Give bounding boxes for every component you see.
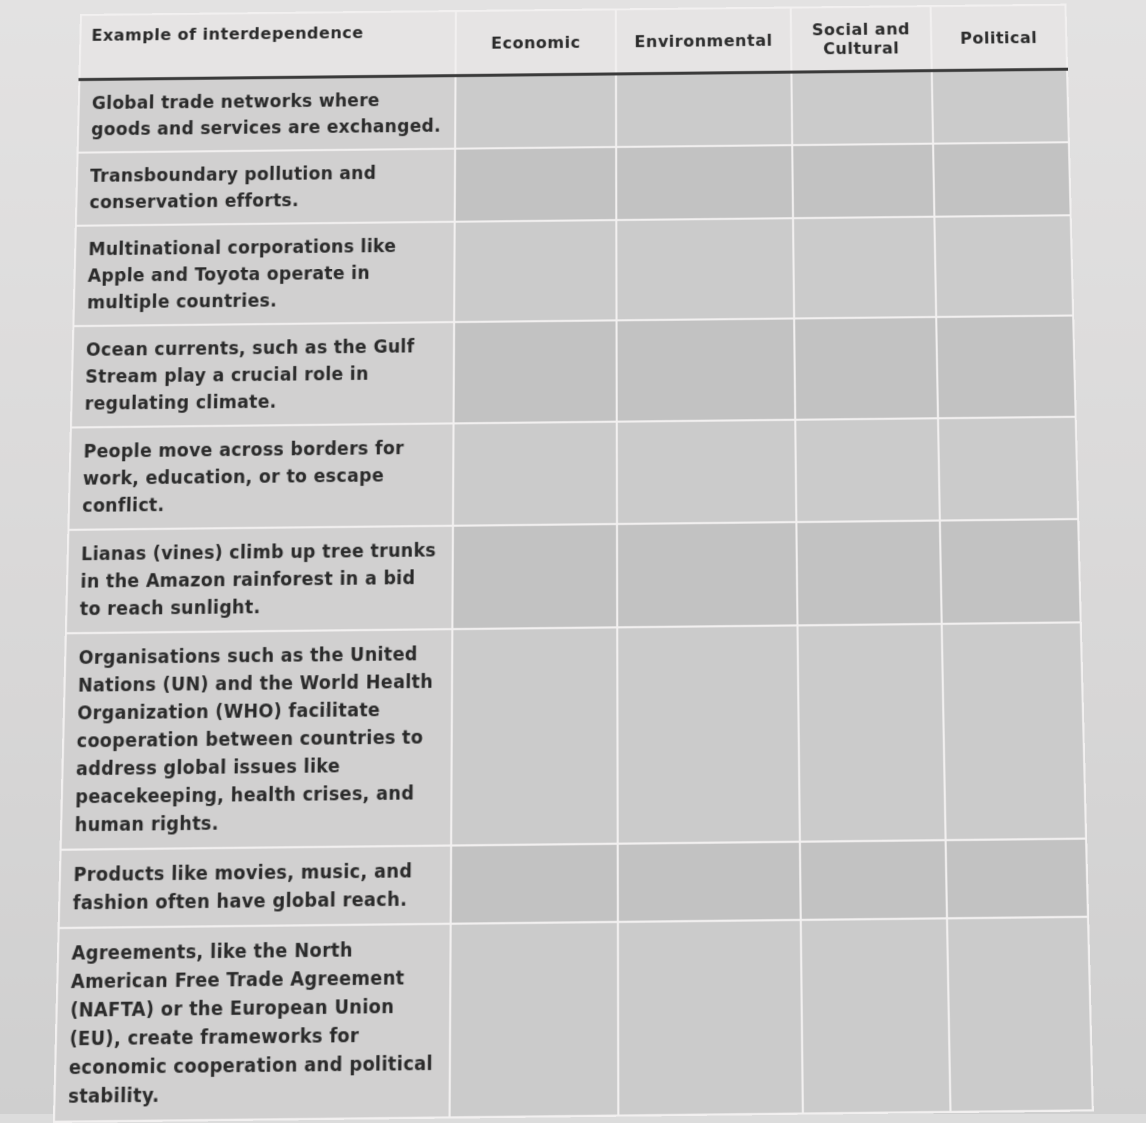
economic-cell[interactable] [452,524,617,629]
table-row [73,215,1073,326]
table-row [59,839,1088,928]
table-header-row [79,5,1067,80]
social-cultural-cell[interactable] [794,317,938,420]
economic-cell[interactable] [453,422,617,526]
environmental-cell[interactable] [617,522,798,627]
table-row [71,316,1076,428]
social-cultural-cell[interactable] [796,521,941,626]
header-political: Political [931,5,1067,71]
social-cultural-cell[interactable] [791,71,933,146]
header-example: Example of interdependence [79,11,456,79]
environmental-cell[interactable] [616,218,794,320]
interdependence-table [53,4,1094,1123]
political-cell[interactable] [932,69,1069,143]
economic-cell[interactable] [455,147,617,222]
political-cell[interactable] [934,215,1073,317]
example-cell: Multinational corporations like Apple and Toyota operate in multiple countries. [73,222,454,326]
economic-cell[interactable] [450,922,619,1118]
political-cell[interactable] [946,839,1088,919]
example-cell: Transboundary pollution and conservation efforts. [76,149,455,226]
example-cell: Agreements, like the North American Free Trade Agreement (NAFTA) or the European Union (EU), create frameworks for economic cooperation and political stability. [54,924,451,1122]
economic-cell[interactable] [454,220,616,322]
political-cell[interactable] [942,622,1086,840]
economic-cell[interactable] [451,844,618,924]
environmental-cell[interactable] [617,625,800,843]
social-cultural-cell[interactable] [795,418,940,522]
environmental-cell[interactable] [618,842,801,922]
header-environmental: Environmental [616,8,792,74]
example-cell: Ocean currents, such as the Gulf Stream play a crucial role in regulating climate. [71,322,454,427]
example-cell: Products like movies, music, and fashion often have global reach. [59,846,451,929]
economic-cell[interactable] [451,627,618,845]
table-row [78,69,1069,152]
social-cultural-cell[interactable] [793,217,936,319]
political-cell[interactable] [940,519,1081,624]
political-cell[interactable] [947,917,1093,1112]
table-row [76,142,1071,226]
header-social-cultural: Social and Cultural [791,6,932,72]
environmental-cell[interactable] [617,420,797,524]
example-cell: Global trade networks where goods and services are exchanged. [78,76,456,153]
social-cultural-cell[interactable] [801,918,951,1113]
political-cell[interactable] [936,316,1075,419]
environmental-cell[interactable] [617,318,796,421]
worksheet [53,4,1092,1123]
environmental-cell[interactable] [616,72,792,147]
environmental-cell[interactable] [616,145,793,220]
economic-cell[interactable] [455,74,616,149]
social-cultural-cell[interactable] [800,840,947,920]
table-row [66,519,1081,633]
table-row [54,917,1093,1122]
social-cultural-cell[interactable] [792,144,934,219]
economic-cell[interactable] [454,320,617,423]
table-row [61,622,1087,849]
example-cell: Lianas (vines) climb up tree trunks in the Amazon rainforest in a bid to reach sunlight. [66,526,453,634]
political-cell[interactable] [938,417,1078,521]
example-cell: People move across borders for work, education, or to escape conflict. [68,423,453,529]
social-cultural-cell[interactable] [798,624,946,842]
header-economic: Economic [456,9,616,75]
political-cell[interactable] [933,142,1071,216]
environmental-cell[interactable] [618,920,803,1116]
table-row [68,417,1078,530]
example-cell: Organisations such as the United Nations (UN) and the World Health Organization (WHO) facilitate cooperation between countries to address global issues like peacekeeping, health crises, and human rights. [61,629,453,850]
